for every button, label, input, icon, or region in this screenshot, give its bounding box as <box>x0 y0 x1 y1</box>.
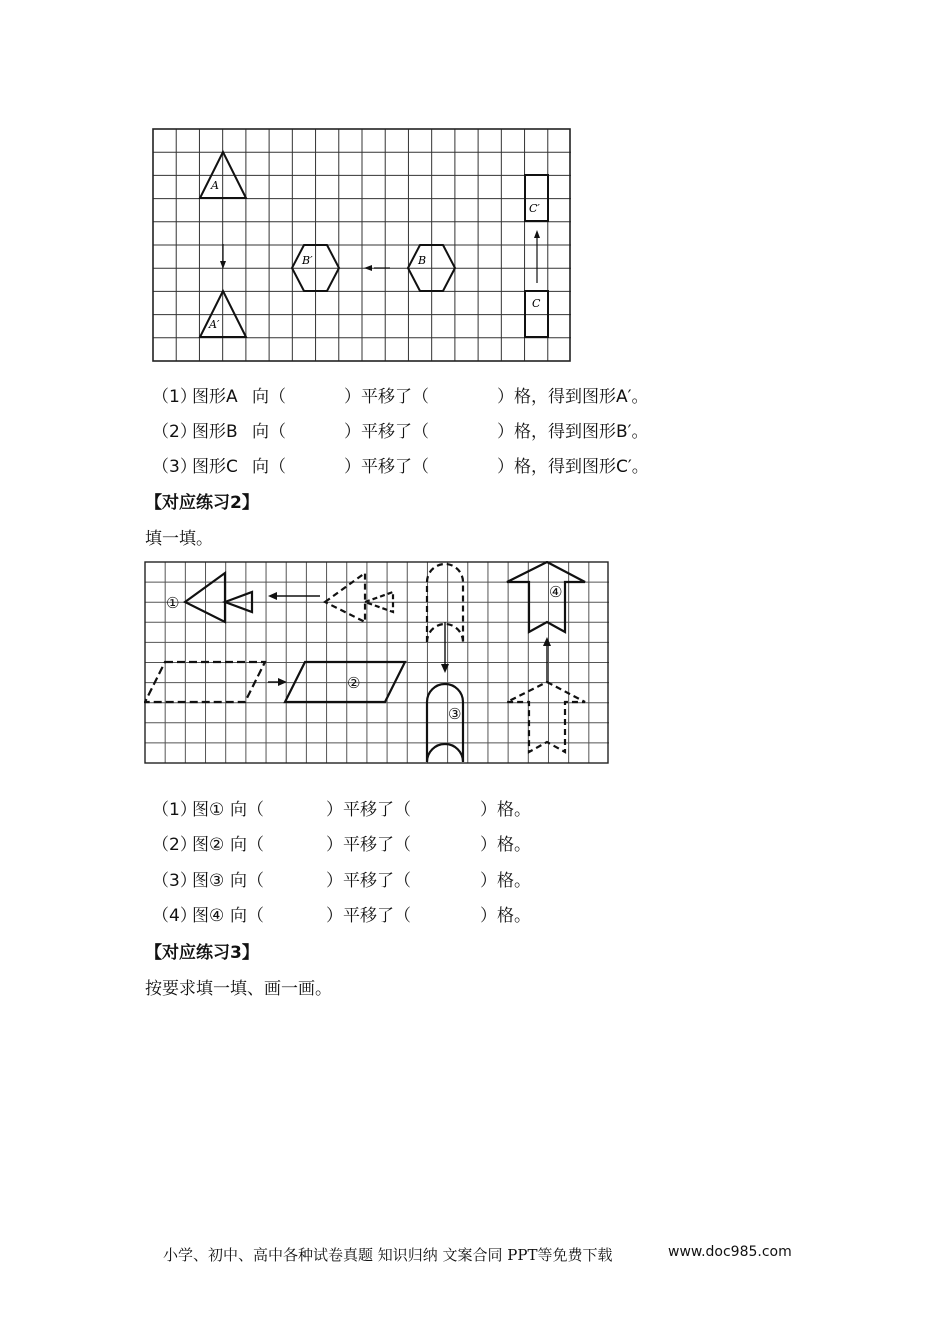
question-middle: ）平移了（ <box>344 387 429 407</box>
section-3-heading: 【对应练习3】 <box>145 943 259 963</box>
shape-1-solid <box>185 573 225 622</box>
question-number: （3） <box>152 457 197 477</box>
question-end: ）格，得到图形A′。 <box>497 387 649 407</box>
arrow-up-4 <box>543 637 551 646</box>
translation-grid-figure-1 <box>152 128 572 364</box>
label-c-prime: C′ <box>529 202 540 215</box>
question-middle: ）平移了（ <box>326 800 411 820</box>
shape-4-solid <box>507 562 585 632</box>
footer-website: www.doc985.com <box>668 1244 792 1260</box>
footer-left-text: 小学、初中、高中各种试卷真题 知识归纳 文案合同 PPT等免费下载 <box>163 1246 613 1264</box>
label-c: C <box>532 297 541 310</box>
question-number: （1） <box>152 387 197 407</box>
question-direction: 向（ <box>230 906 264 926</box>
question-subject: 图① <box>192 800 225 820</box>
arrow-right-2 <box>278 678 287 686</box>
question-direction: 向（ <box>252 387 286 407</box>
label-b-prime: B′ <box>302 254 313 267</box>
section-2-instruction: 填一填。 <box>145 529 213 549</box>
shape-4-dashed <box>507 682 585 752</box>
parallelogram-dashed <box>145 662 265 702</box>
question-end: ）格，得到图形C′。 <box>497 457 649 477</box>
question-number: （4） <box>152 906 197 926</box>
translation-grid-figure-2 <box>144 561 610 765</box>
question-number: （2） <box>152 422 197 442</box>
arrow-left-1 <box>268 592 277 600</box>
question-end: ）格，得到图形B′。 <box>497 422 649 442</box>
question-middle: ）平移了（ <box>326 871 411 891</box>
question-subject: 图③ <box>192 871 225 891</box>
question-direction: 向（ <box>252 422 286 442</box>
question-end: ）格。 <box>480 835 531 855</box>
question-middle: ）平移了（ <box>326 906 411 926</box>
label-circle-3: ③ <box>448 705 462 723</box>
question-number: （3） <box>152 871 197 891</box>
arrow-up-c <box>534 230 540 238</box>
question-subject: 图形B <box>192 422 238 442</box>
question-direction: 向（ <box>230 800 264 820</box>
label-circle-4: ④ <box>549 583 563 601</box>
label-circle-1: ① <box>166 594 180 612</box>
question-end: ）格。 <box>480 800 531 820</box>
question-middle: ）平移了（ <box>326 835 411 855</box>
section-2-heading: 【对应练习2】 <box>145 493 259 513</box>
label-circle-2: ② <box>347 674 361 692</box>
label-b: B <box>418 254 427 267</box>
question-subject: 图形A <box>192 387 238 407</box>
label-a: A <box>211 179 219 192</box>
question-number: （2） <box>152 835 197 855</box>
question-subject: 图形C <box>192 457 238 477</box>
section-3-instruction: 按要求填一填、画一画。 <box>145 979 332 999</box>
question-end: ）格。 <box>480 906 531 926</box>
shape-1-dashed <box>325 573 365 622</box>
question-end: ）格。 <box>480 871 531 891</box>
question-direction: 向（ <box>252 457 286 477</box>
question-middle: ）平移了（ <box>344 422 429 442</box>
question-number: （1） <box>152 800 197 820</box>
arrow-left-b <box>364 265 372 271</box>
label-a-prime: A′ <box>209 318 220 331</box>
question-direction: 向（ <box>230 871 264 891</box>
question-middle: ）平移了（ <box>344 457 429 477</box>
question-direction: 向（ <box>230 835 264 855</box>
question-subject: 图④ <box>192 906 225 926</box>
question-subject: 图② <box>192 835 225 855</box>
